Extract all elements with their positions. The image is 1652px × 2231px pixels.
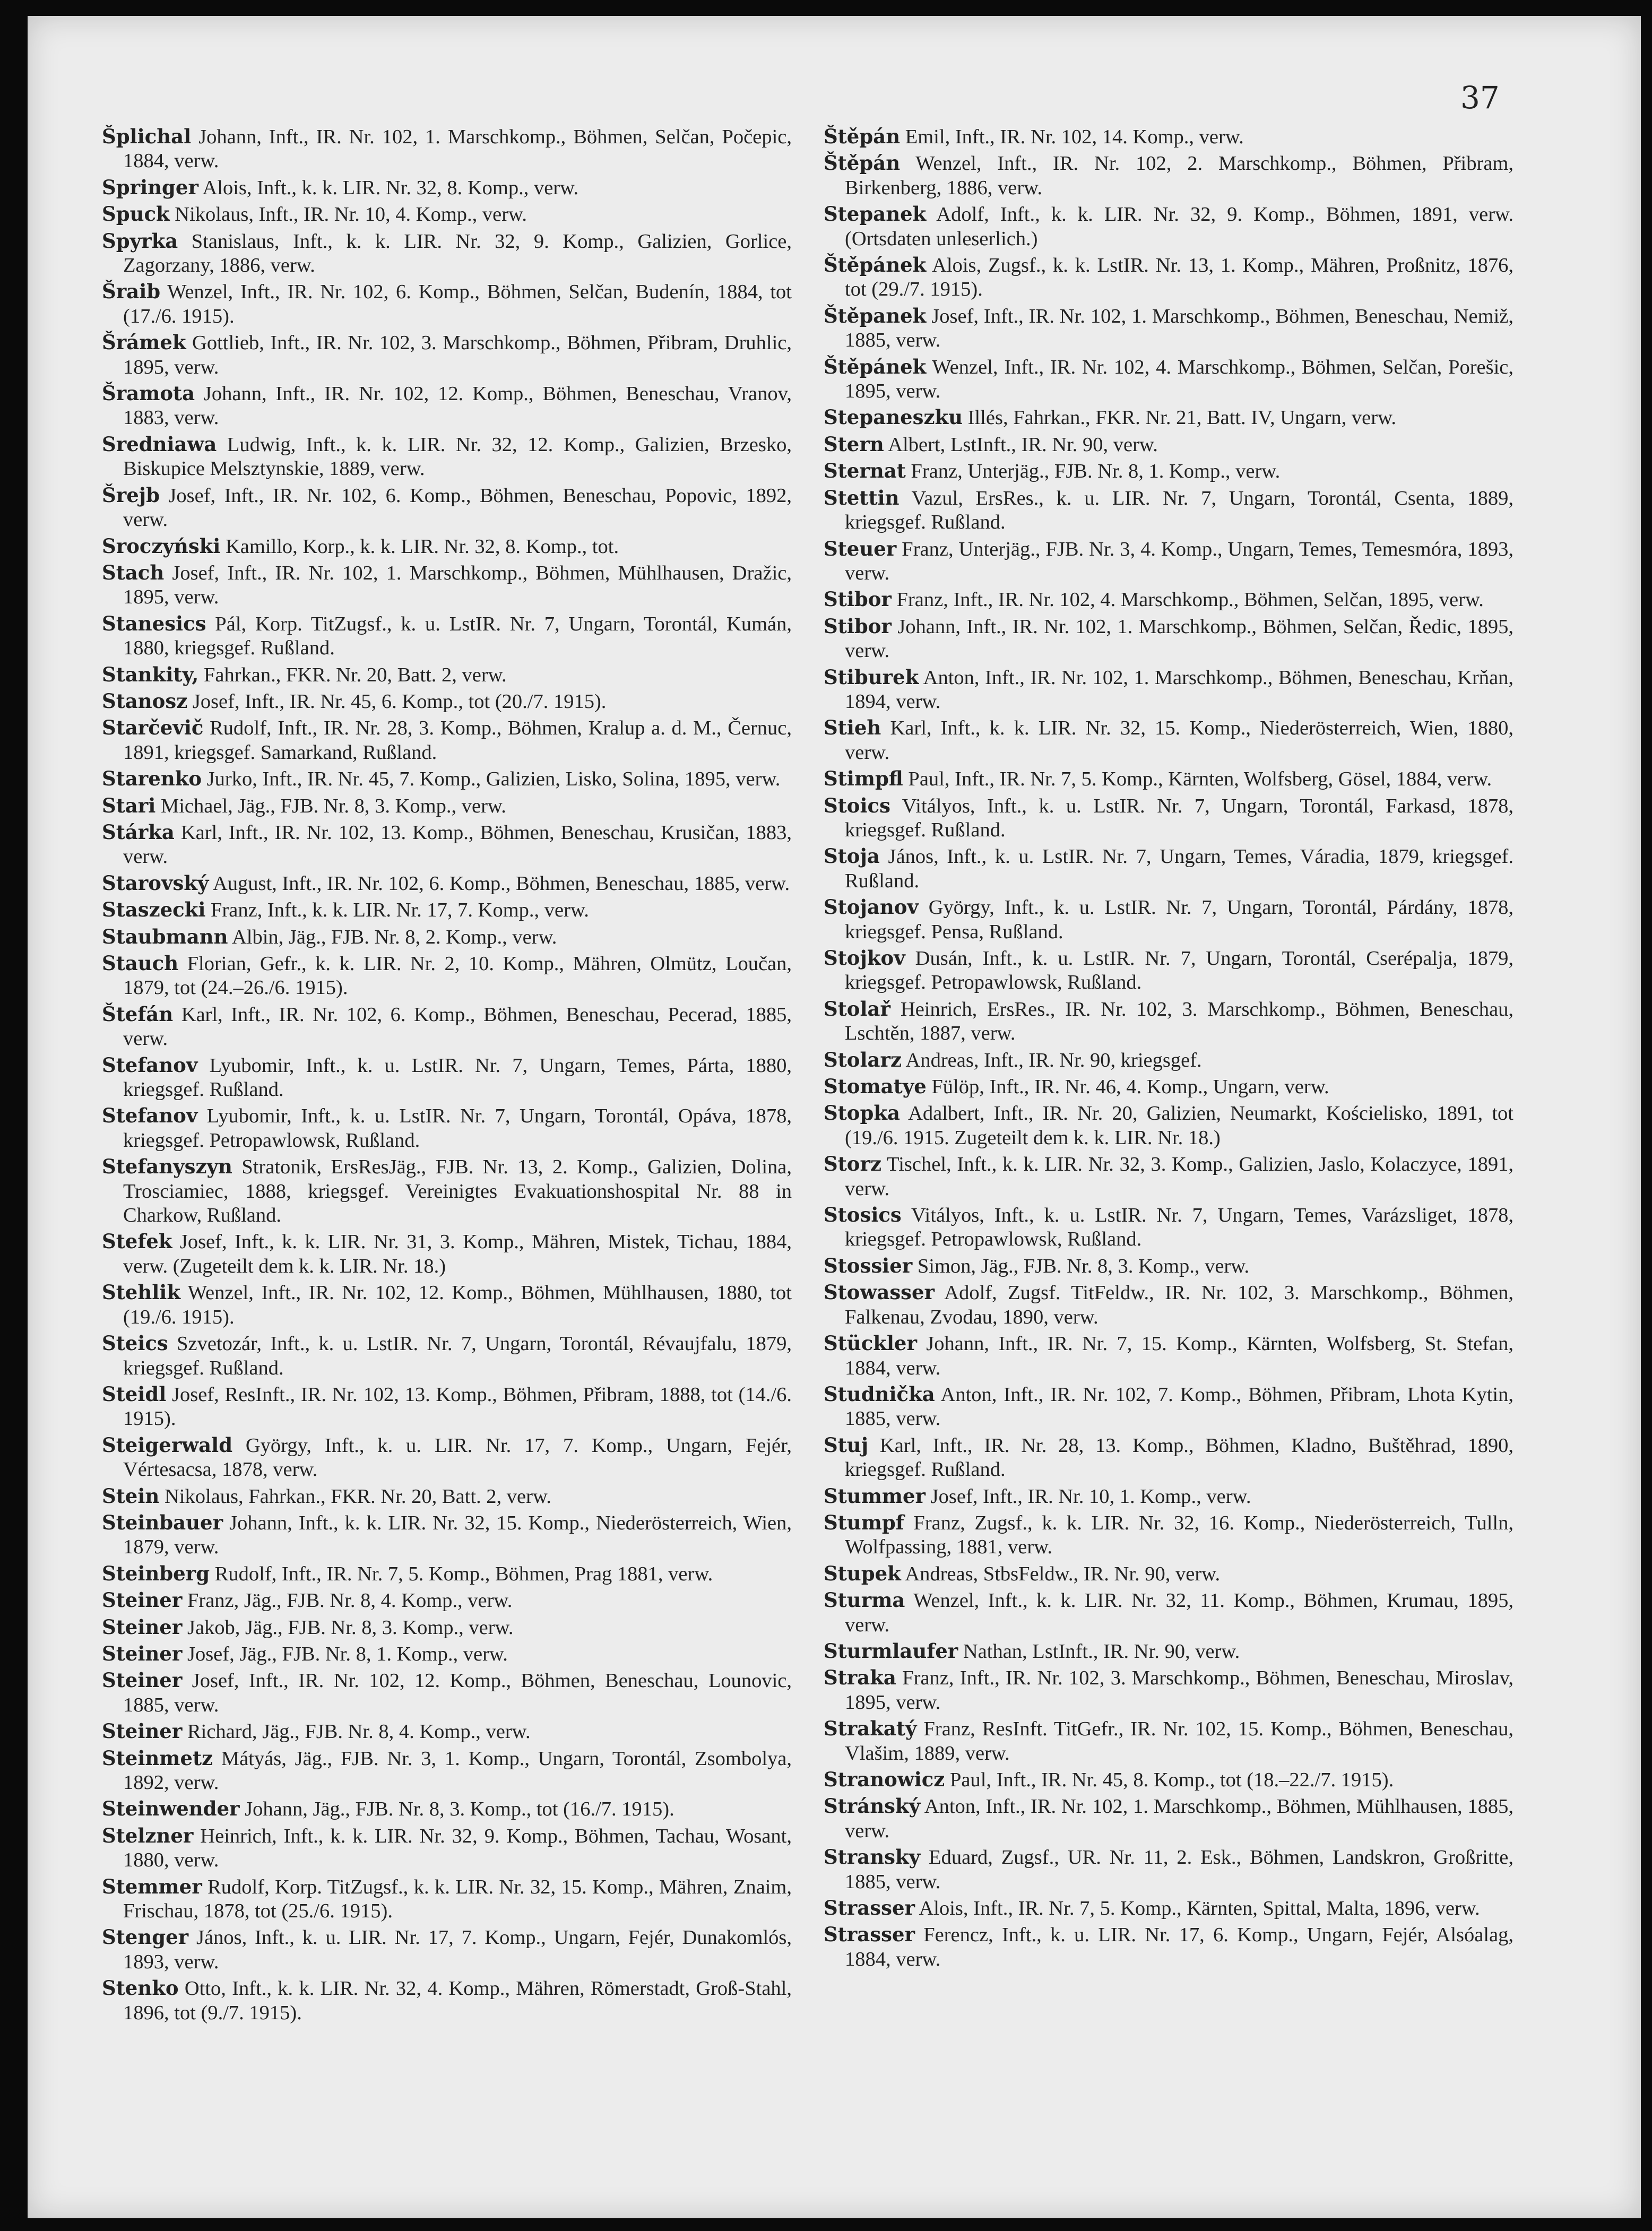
entry-details: Illés, Fahrkan., FKR. Nr. 21, Batt. IV, Ungarn, verw.: [963, 407, 1396, 429]
entry-surname: Stiburek: [824, 665, 919, 689]
list-entry: [102, 1230, 792, 1278]
entry-surname: Štěpanek: [824, 304, 927, 327]
list-entry: [824, 946, 1513, 995]
entry-surname: Šramota: [102, 382, 195, 405]
entry-surname: Starovský: [102, 871, 209, 895]
entry-details: Heinrich, ErsRes., IR. Nr. 102, 3. Marschkomp., Böhmen, Beneschau, Lschtěn, 1887, verw.: [845, 998, 1513, 1045]
entry-surname: Straka: [824, 1666, 896, 1690]
entry-surname: Storz: [824, 1152, 881, 1176]
list-entry: [824, 1639, 1513, 1664]
entry-details: Rudolf, Inft., IR. Nr. 28, 3. Komp., Böhmen, Kralup a. d. M., Černuc, 1891, kriegsgef. Samarkand, Rußland.: [123, 717, 792, 764]
list-entry: [102, 871, 792, 896]
entry-details: Johann, Inft., k. k. LIR. Nr. 32, 15. Komp., Niederösterreich, Wien, 1879, verw.: [123, 1511, 792, 1559]
entry-surname: Štěpán: [824, 151, 901, 175]
entry-surname: Štěpánek: [824, 253, 927, 277]
list-entry: [102, 1433, 792, 1482]
entry-details: Stratonik, ErsResJäg., FJB. Nr. 13, 2. Komp., Galizien, Dolina, Trosciamiec, 1888, kriegsgef. Vereinigtes Evakuationshospital Nr. 88 in Charkow, Rußland.: [123, 1156, 792, 1227]
entry-surname: Stelzner: [102, 1823, 194, 1847]
list-entry: [102, 1002, 792, 1051]
list-entry: [824, 304, 1513, 353]
entry-details: Josef, Inft., IR. Nr. 102, 6. Komp., Böhmen, Beneschau, Popovic, 1892, verw.: [123, 484, 792, 531]
entry-details: Fahrkan., FKR. Nr. 20, Batt. 2, verw.: [198, 663, 507, 686]
entry-details: Alois, Inft., k. k. LIR. Nr. 32, 8. Komp., verw.: [198, 176, 579, 199]
list-entry: [102, 331, 792, 379]
entry-surname: Studnička: [824, 1382, 935, 1406]
list-entry: [102, 125, 792, 174]
list-entry: [824, 1484, 1513, 1509]
list-entry: [824, 997, 1513, 1046]
entry-surname: Stojanov: [824, 895, 919, 919]
entry-surname: Stenger: [102, 1925, 189, 1949]
entry-surname: Stoics: [824, 793, 890, 817]
entry-surname: Starenko: [102, 767, 202, 791]
entry-details: Alois, Zugsf., k. k. LstIR. Nr. 13, 1. Komp., Mähren, Proßnitz, 1876, tot (29./7. 1915).: [845, 254, 1513, 301]
entry-surname: Stomatye: [824, 1075, 927, 1099]
list-entry: [102, 534, 792, 559]
entry-surname: Spyrka: [102, 229, 178, 253]
list-entry: [824, 1588, 1513, 1637]
entry-surname: Stimpfl: [824, 767, 903, 791]
entry-details: Wenzel, Inft., IR. Nr. 102, 12. Komp., Böhmen, Mühlhausen, 1880, tot (19./6. 1915).: [123, 1282, 792, 1328]
entry-surname: Stefanov: [102, 1104, 198, 1128]
entry-surname: Steuer: [824, 537, 897, 560]
entry-surname: Šraib: [102, 280, 161, 304]
entry-details: Anton, Inft., IR. Nr. 102, 7. Komp., Böhmen, Přibram, Lhota Kytin, 1885, verw.: [845, 1383, 1513, 1430]
list-entry: [102, 229, 792, 278]
list-entry: [102, 1588, 792, 1613]
entry-details: Josef, Jäg., FJB. Nr. 8, 1. Komp., verw.: [182, 1642, 508, 1665]
entry-details: August, Inft., IR. Nr. 102, 6. Komp., Böhmen, Beneschau, 1885, verw.: [209, 872, 790, 895]
list-entry: [102, 280, 792, 328]
list-entry: [824, 794, 1513, 843]
list-entry: [824, 253, 1513, 302]
entry-details: Wenzel, Inft., IR. Nr. 102, 4. Marschkomp., Böhmen, Selčan, Porešic, 1895, verw.: [845, 356, 1513, 403]
list-entry: [824, 1666, 1513, 1715]
entry-surname: Strasser: [824, 1896, 915, 1920]
list-entry: [824, 1281, 1513, 1329]
entry-details: Heinrich, Inft., k. k. LIR. Nr. 32, 9. Komp., Böhmen, Tachau, Wosant, 1880, verw.: [123, 1824, 792, 1872]
list-entry: [102, 202, 792, 227]
list-entry: [824, 1075, 1513, 1099]
entry-surname: Stossier: [824, 1253, 913, 1277]
entry-surname: Steiner: [102, 1641, 183, 1665]
entry-surname: Springer: [102, 175, 198, 199]
list-entry: [102, 1484, 792, 1509]
entry-surname: Stojkov: [824, 946, 905, 970]
entry-details: Szvetozár, Inft., k. u. LstIR. Nr. 7, Ungarn, Torontál, Révaujfalu, 1879, kriegsgef. Rußland.: [123, 1333, 792, 1379]
list-entry: [824, 433, 1513, 457]
list-entry: [824, 1203, 1513, 1252]
entry-surname: Sturma: [824, 1588, 905, 1612]
entry-details: Johann, Inft., IR. Nr. 102, 1. Marschkomp., Böhmen, Selčan, Ředic, 1895, verw.: [845, 615, 1513, 662]
entry-surname: Stemmer: [102, 1874, 202, 1898]
entry-details: Rudolf, Korp. TitZugsf., k. k. LIR. Nr. 32, 15. Komp., Mähren, Znaim, Frischau, 1878, tot (25./6. 1915).: [123, 1875, 792, 1923]
entry-details: Johann, Jäg., FJB. Nr. 8, 3. Komp., tot (16./7. 1915).: [239, 1798, 674, 1821]
entry-details: Gottlieb, Inft., IR. Nr. 102, 3. Marschkomp., Böhmen, Přibram, Druhlic, 1895, verw.: [123, 332, 792, 378]
entry-details: Florian, Gefr., k. k. LIR. Nr. 2, 10. Komp., Mähren, Olmütz, Loučan, 1879, tot (24.–26./6. 1915).: [123, 953, 792, 999]
entry-details: Vitályos, Inft., k. u. LstIR. Nr. 7, Ungarn, Torontál, Farkasd, 1878, kriegsgef. Rußland.: [845, 794, 1513, 841]
list-entry: [824, 1101, 1513, 1150]
right-column: [824, 125, 1513, 1974]
list-entry: [824, 1768, 1513, 1792]
entry-details: Franz, Jäg., FJB. Nr. 8, 4. Komp., verw.: [182, 1589, 513, 1612]
list-entry: [102, 1824, 792, 1873]
entry-details: Adalbert, Inft., IR. Nr. 20, Galizien, Neumarkt, Kościelisko, 1891, tot (19./6. 1915. Zugeteilt dem k. k. LIR. Nr. 18.): [845, 1102, 1513, 1149]
entry-surname: Stepaneszku: [824, 405, 963, 429]
list-entry: [824, 895, 1513, 944]
list-entry: [102, 1875, 792, 1924]
list-entry: [824, 405, 1513, 430]
entry-details: Franz, Zugsf., k. k. LIR. Nr. 32, 16. Komp., Niederösterreich, Tulln, Wolfpassing, 1881, verw.: [845, 1511, 1513, 1559]
entry-surname: Strakatý: [824, 1717, 917, 1741]
list-entry: [824, 1511, 1513, 1560]
entry-details: Mátyás, Jäg., FJB. Nr. 3, 1. Komp., Ungarn, Torontál, Zsombolya, 1892, verw.: [123, 1747, 792, 1794]
entry-surname: Stolař: [824, 997, 891, 1021]
entry-surname: Strasser: [824, 1923, 915, 1947]
entry-details: Franz, ResInft. TitGefr., IR. Nr. 102, 15. Komp., Böhmen, Beneschau, Vlašim, 1889, verw.: [845, 1718, 1513, 1765]
entry-surname: Stowasser: [824, 1281, 935, 1304]
entry-surname: Štěpánek: [824, 354, 927, 378]
list-entry: [824, 125, 1513, 149]
list-entry: [102, 1719, 792, 1744]
entry-surname: Sternat: [824, 459, 906, 483]
list-entry: [824, 459, 1513, 483]
entry-details: Simon, Jäg., FJB. Nr. 8, 3. Komp., verw.: [912, 1255, 1250, 1277]
list-entry: [102, 820, 792, 869]
entry-surname: Stein: [102, 1484, 160, 1508]
list-entry: [824, 716, 1513, 765]
list-entry: [102, 925, 792, 949]
entry-details: Jakob, Jäg., FJB. Nr. 8, 3. Komp., verw.: [182, 1616, 514, 1639]
list-entry: [102, 1642, 792, 1666]
entry-details: Johann, Inft., IR. Nr. 7, 15. Komp., Kärnten, Wolfsberg, St. Stefan, 1884, verw.: [845, 1333, 1513, 1379]
entry-details: György, Inft., k. u. LstIR. Nr. 7, Ungarn, Torontál, Párdány, 1878, kriegsgef. Pensa, Rußland.: [845, 896, 1513, 943]
entry-surname: Stárka: [102, 820, 175, 844]
entry-details: Josef, Inft., IR. Nr. 102, 1. Marschkomp., Böhmen, Beneschau, Nemiž, 1885, verw.: [845, 305, 1513, 352]
entry-surname: Steinmetz: [102, 1746, 213, 1770]
entry-surname: Štěpán: [824, 125, 901, 148]
entry-details: Jurko, Inft., IR. Nr. 45, 7. Komp., Galizien, Lisko, Solina, 1895, verw.: [202, 768, 781, 791]
list-entry: [824, 844, 1513, 893]
list-entry: [102, 1615, 792, 1640]
entry-surname: Stoja: [824, 844, 880, 868]
entry-surname: Stauch: [102, 952, 179, 975]
list-entry: [824, 151, 1513, 200]
entry-details: Vitályos, Inft., k. u. LstIR. Nr. 7, Ungarn, Temes, Varázsliget, 1878, kriegsgef. Petropawlowsk, Rußland.: [845, 1204, 1513, 1251]
entry-surname: Staubmann: [102, 924, 228, 948]
list-entry: [824, 202, 1513, 251]
entry-surname: Stankity,: [102, 662, 199, 686]
list-entry: [102, 1668, 792, 1717]
list-entry: [824, 1845, 1513, 1894]
entry-details: Nikolaus, Fahrkan., FKR. Nr. 20, Batt. 2, verw.: [159, 1485, 551, 1508]
entry-details: Otto, Inft., k. k. LIR. Nr. 32, 4. Komp., Mähren, Römerstadt, Groß-Stahl, 1896, tot (9./7. 1915).: [123, 1977, 792, 2024]
list-entry: [824, 537, 1513, 586]
entry-details: Paul, Inft., IR. Nr. 7, 5. Komp., Kärnten, Wolfsberg, Gösel, 1884, verw.: [903, 768, 1492, 791]
entry-details: Johann, Inft., IR. Nr. 102, 1. Marschkomp., Böhmen, Selčan, Počepic, 1884, verw.: [123, 126, 792, 172]
entry-details: Vazul, ErsRes., k. u. LIR. Nr. 7, Ungarn, Torontál, Csenta, 1889, kriegsgef. Rußland.: [845, 487, 1513, 534]
entry-details: Wenzel, Inft., IR. Nr. 102, 2. Marschkomp., Böhmen, Přibram, Birkenberg, 1886, verw.: [845, 152, 1513, 199]
entry-details: Albin, Jäg., FJB. Nr. 8, 2. Komp., verw.: [228, 926, 557, 948]
list-entry: [102, 1281, 792, 1329]
list-entry: [824, 1152, 1513, 1201]
entry-surname: Stenko: [102, 1976, 179, 2000]
entry-details: Anton, Inft., IR. Nr. 102, 1. Marschkomp., Böhmen, Beneschau, Krňan, 1894, verw.: [845, 666, 1513, 713]
entry-surname: Stepanek: [824, 202, 927, 226]
entry-details: Karl, Inft., IR. Nr. 102, 6. Komp., Böhmen, Beneschau, Pecerad, 1885, verw.: [123, 1003, 792, 1050]
list-entry: [102, 1797, 792, 1821]
entry-details: Josef, Inft., IR. Nr. 102, 12. Komp., Böhmen, Beneschau, Lounovic, 1885, verw.: [123, 1670, 792, 1716]
list-entry: [102, 1562, 792, 1586]
entry-details: Ferencz, Inft., k. u. LIR. Nr. 17, 6. Komp., Ungarn, Fejér, Alsóalag, 1884, verw.: [845, 1924, 1513, 1970]
list-entry: [824, 1048, 1513, 1073]
entry-surname: Staszecki: [102, 898, 206, 922]
entry-details: Karl, Inft., IR. Nr. 28, 13. Komp., Böhmen, Kladno, Buštěhrad, 1890, kriegsgef. Rußland.: [845, 1434, 1513, 1481]
list-entry: [824, 486, 1513, 535]
list-entry: [824, 1923, 1513, 1971]
list-entry: [824, 1254, 1513, 1278]
entry-surname: Sredniawa: [102, 432, 217, 456]
entry-surname: Stránský: [824, 1794, 921, 1818]
list-entry: [824, 1896, 1513, 1921]
list-entry: [102, 1053, 792, 1102]
list-entry: [102, 689, 792, 714]
list-entry: [102, 561, 792, 610]
entry-details: Nikolaus, Inft., IR. Nr. 10, 4. Komp., verw.: [169, 203, 527, 226]
entry-surname: Stanesics: [102, 611, 206, 635]
entry-details: Michael, Jäg., FJB. Nr. 8, 3. Komp., verw.: [155, 794, 506, 817]
entry-surname: Spuck: [102, 202, 170, 226]
entry-surname: Stupek: [824, 1561, 901, 1585]
list-entry: [102, 767, 792, 791]
entry-details: Nathan, LstInft., IR. Nr. 90, verw.: [958, 1640, 1240, 1663]
entry-details: Pál, Korp. TitZugsf., k. u. LstIR. Nr. 7, Ungarn, Torontál, Kumán, 1880, kriegsgef. Rußland.: [123, 612, 792, 660]
entry-details: Josef, Inft., k. k. LIR. Nr. 31, 3. Komp., Mähren, Mistek, Tichau, 1884, verw. (Zugeteilt dem k. k. LIR. Nr. 18.): [123, 1231, 792, 1277]
list-entry: [824, 1717, 1513, 1766]
list-entry: [102, 1104, 792, 1153]
entry-details: Albert, LstInft., IR. Nr. 90, verw.: [884, 433, 1158, 456]
list-entry: [824, 665, 1513, 714]
entry-details: Josef, ResInft., IR. Nr. 102, 13. Komp., Böhmen, Přibram, 1888, tot (14./6. 1915).: [123, 1383, 792, 1430]
entry-details: Emil, Inft., IR. Nr. 102, 14. Komp., verw.: [900, 126, 1244, 148]
entry-surname: Steinwender: [102, 1797, 240, 1821]
entry-details: Lyubomir, Inft., k. u. LstIR. Nr. 7, Ungarn, Temes, Párta, 1880, kriegsgef. Rußland.: [123, 1054, 792, 1101]
entry-surname: Steidl: [102, 1382, 167, 1406]
entry-surname: Stumpf: [824, 1510, 904, 1534]
entry-surname: Stosics: [824, 1203, 902, 1227]
entry-details: Rudolf, Inft., IR. Nr. 7, 5. Komp., Böhmen, Prag 1881, verw.: [210, 1562, 713, 1585]
entry-details: Karl, Inft., k. k. LIR. Nr. 32, 15. Komp., Niederösterreich, Wien, 1880, verw.: [845, 717, 1513, 764]
entry-details: Franz, Unterjäg., FJB. Nr. 8, 1. Komp., verw.: [905, 460, 1281, 483]
entry-details: Stanislaus, Inft., k. k. LIR. Nr. 32, 9. Komp., Galizien, Gorlice, Zagorzany, 1886, verw.: [123, 230, 792, 277]
entry-surname: Stibor: [824, 614, 892, 638]
entry-details: Josef, Inft., IR. Nr. 10, 1. Komp., verw.: [926, 1485, 1251, 1508]
entry-surname: Stari: [102, 793, 156, 817]
entry-surname: Štefán: [102, 1002, 174, 1026]
list-entry: [102, 382, 792, 430]
entry-surname: Stuj: [824, 1433, 869, 1457]
list-entry: [824, 767, 1513, 791]
list-entry: [102, 176, 792, 200]
entry-surname: Stransky: [824, 1845, 921, 1869]
entry-details: János, Inft., k. u. LstIR. Nr. 7, Ungarn, Temes, Váradia, 1879, kriegsgef. Rußland.: [845, 845, 1513, 892]
entry-details: Franz, Unterjäg., FJB. Nr. 3, 4. Komp., Ungarn, Temes, Temesmóra, 1893, verw.: [845, 538, 1513, 584]
entry-details: Fülöp, Inft., IR. Nr. 46, 4. Komp., Ungarn, verw.: [926, 1076, 1329, 1099]
entry-surname: Stern: [824, 432, 884, 456]
list-entry: [102, 1746, 792, 1795]
entry-surname: Steiner: [102, 1588, 183, 1612]
list-entry: [824, 355, 1513, 404]
entry-details: Josef, Inft., IR. Nr. 45, 6. Komp., tot (20./7. 1915).: [187, 690, 607, 713]
list-entry: [102, 1155, 792, 1227]
list-entry: [102, 1382, 792, 1431]
entry-surname: Steics: [102, 1331, 168, 1355]
entry-details: Eduard, Zugsf., UR. Nr. 11, 2. Esk., Böhmen, Landskron, Großritte, 1885, verw.: [845, 1846, 1513, 1893]
entry-details: Franz, Inft., IR. Nr. 102, 4. Marschkomp., Böhmen, Selčan, 1895, verw.: [891, 589, 1484, 611]
entry-surname: Stopka: [824, 1101, 900, 1125]
entry-details: Anton, Inft., IR. Nr. 102, 1. Marschkomp., Böhmen, Mühlhausen, 1885, verw.: [845, 1795, 1513, 1842]
entry-details: Johann, Inft., IR. Nr. 102, 12. Komp., Böhmen, Beneschau, Vranov, 1883, verw.: [123, 383, 792, 429]
entry-surname: Stolarz: [824, 1048, 902, 1071]
entry-details: Andreas, Inft., IR. Nr. 90, kriegsgef.: [902, 1049, 1202, 1071]
list-entry: [102, 716, 792, 765]
entry-surname: Steiner: [102, 1668, 183, 1692]
entry-surname: Stummer: [824, 1484, 926, 1508]
entry-details: Franz, Inft., IR. Nr. 102, 3. Marschkomp., Böhmen, Beneschau, Miroslav, 1895, verw.: [845, 1667, 1513, 1714]
entry-surname: Stückler: [824, 1331, 917, 1355]
list-entry: [102, 663, 792, 687]
list-entry: [102, 1331, 792, 1380]
entry-details: Ludwig, Inft., k. k. LIR. Nr. 32, 12. Komp., Galizien, Brzesko, Biskupice Melsztynskie, 1889, verw.: [123, 433, 792, 480]
entry-surname: Stettin: [824, 486, 899, 509]
entry-surname: Stefanyszyn: [102, 1155, 232, 1179]
entry-details: Kamillo, Korp., k. k. LIR. Nr. 32, 8. Komp., tot.: [220, 535, 619, 558]
list-entry: [824, 587, 1513, 612]
entry-details: György, Inft., k. u. LIR. Nr. 17, 7. Komp., Ungarn, Fejér, Vértesacsa, 1878, verw.: [123, 1434, 792, 1481]
list-entry: [824, 615, 1513, 663]
list-entry: [102, 898, 792, 922]
entry-surname: Stanosz: [102, 689, 188, 713]
page-number: 37: [1460, 80, 1500, 116]
list-entry: [102, 483, 792, 532]
list-entry: [824, 1331, 1513, 1380]
list-entry: [824, 1382, 1513, 1431]
list-entry: [102, 794, 792, 818]
entry-details: Lyubomir, Inft., k. u. LstIR. Nr. 7, Ungarn, Torontál, Opáva, 1878, kriegsgef. Petropawlowsk, Rußland.: [123, 1105, 792, 1152]
entry-surname: Stibor: [824, 587, 892, 611]
entry-surname: Sroczyński: [102, 534, 221, 558]
entry-details: Wenzel, Inft., IR. Nr. 102, 6. Komp., Böhmen, Selčan, Budenín, 1884, tot (17./6. 1915).: [123, 281, 792, 327]
list-entry: [102, 612, 792, 661]
list-entry: [102, 1511, 792, 1560]
entry-details: Dusán, Inft., k. u. LstIR. Nr. 7, Ungarn, Torontál, Cserépalja, 1879, kriegsgef. Petropawlowsk, Rußland.: [845, 947, 1513, 994]
entry-surname: Starčevič: [102, 716, 204, 740]
entry-surname: Stieh: [824, 716, 881, 740]
entry-surname: Steiner: [102, 1719, 183, 1743]
entry-surname: Šplichal: [102, 125, 192, 148]
list-entry: [824, 1794, 1513, 1843]
list-entry: [824, 1433, 1513, 1482]
list-entry: [824, 1562, 1513, 1586]
entry-surname: Šrejb: [102, 483, 160, 507]
entry-surname: Steiner: [102, 1615, 183, 1639]
entry-details: Karl, Inft., IR. Nr. 102, 13. Komp., Böhmen, Beneschau, Krusičan, 1883, verw.: [123, 821, 792, 868]
entry-surname: Stach: [102, 560, 165, 584]
list-entry: [102, 433, 792, 481]
entry-surname: Stranowicz: [824, 1768, 945, 1791]
entry-surname: Steinbauer: [102, 1510, 223, 1534]
list-entry: [102, 1925, 792, 1974]
entry-details: Franz, Inft., k. k. LIR. Nr. 17, 7. Komp., verw.: [205, 899, 589, 922]
entry-surname: Sturmlaufer: [824, 1639, 958, 1663]
list-entry: [102, 1976, 792, 2025]
document-page: [28, 16, 1641, 2218]
list-entry: [102, 952, 792, 1000]
entry-details: Andreas, StbsFeldw., IR. Nr. 90, verw.: [901, 1562, 1221, 1585]
entry-details: Tischel, Inft., k. k. LIR. Nr. 32, 3. Komp., Galizien, Jaslo, Kolaczyce, 1891, verw.: [845, 1153, 1513, 1200]
entry-surname: Steinberg: [102, 1561, 210, 1585]
entry-details: Adolf, Inft., k. k. LIR. Nr. 32, 9. Komp., Böhmen, 1891, verw. (Ortsdaten unleserlich.): [845, 203, 1513, 250]
entry-surname: Stefanov: [102, 1053, 198, 1077]
left-column: [102, 125, 792, 2027]
entry-surname: Šrámek: [102, 331, 186, 354]
entry-details: Paul, Inft., IR. Nr. 45, 8. Komp., tot (18.–22./7. 1915).: [945, 1769, 1394, 1791]
entry-surname: Steigerwald: [102, 1433, 233, 1457]
entry-details: Adolf, Zugsf. TitFeldw., IR. Nr. 102, 3. Marschkomp., Böhmen, Falkenau, Zvodau, 1890, verw.: [845, 1282, 1513, 1328]
entry-details: Alois, Inft., IR. Nr. 7, 5. Komp., Kärnten, Spittal, Malta, 1896, verw.: [914, 1897, 1480, 1920]
entry-surname: Stefek: [102, 1230, 172, 1253]
entry-details: Wenzel, Inft., k. k. LIR. Nr. 32, 11. Komp., Böhmen, Krumau, 1895, verw.: [845, 1589, 1513, 1636]
entry-details: Richard, Jäg., FJB. Nr. 8, 4. Komp., verw.: [182, 1720, 531, 1743]
entry-details: János, Inft., k. u. LIR. Nr. 17, 7. Komp., Ungarn, Fejér, Dunakomlós, 1893, verw.: [123, 1926, 792, 1973]
entry-surname: Stehlik: [102, 1281, 180, 1304]
entry-details: Josef, Inft., IR. Nr. 102, 1. Marschkomp., Böhmen, Mühlhausen, Dražic, 1895, verw.: [123, 561, 792, 609]
